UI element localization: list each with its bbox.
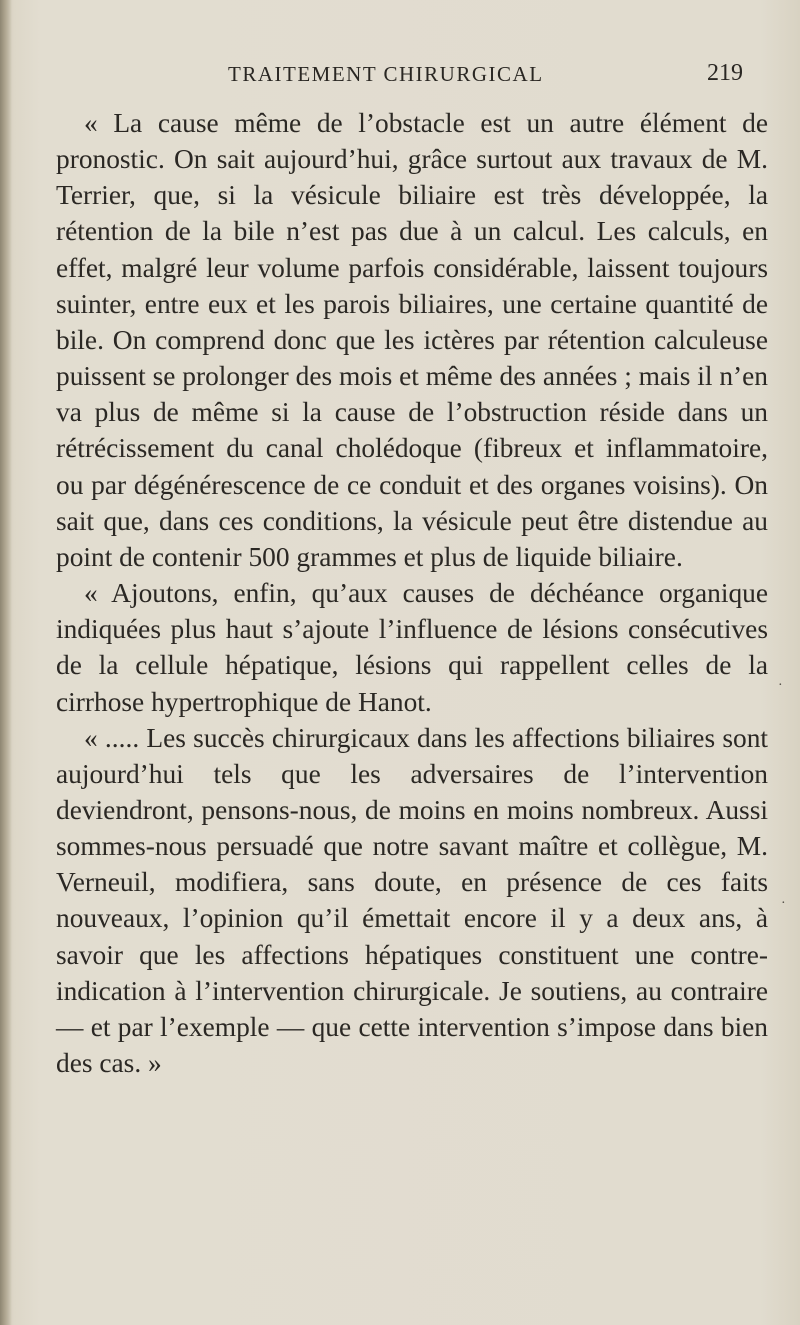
margin-speck: · [781, 896, 786, 911]
paragraph-2: « Ajoutons, enfin, qu’aux causes de déchéance organique indiquées plus haut s’ajoute l’influence de lésions consécutives de la cellule hépatique, lésions qui rappellent celles de la cirrhose hypertrophique de Hanot. [56, 578, 768, 717]
paragraph-3: « ..... Les succès chirurgicaux dans les affections biliaires sont aujourd’hui tels que les adversaires de l’intervention deviendront, pensons-nous, de moins en moins nombreux. Aussi sommes-nous persuadé que notre savant maître et collègue, M. Verneuil, modifiera, sans doute, en présence de ces faits nouveaux, l’opinion qu’il émettait encore il y a deux ans, à savoir que les affections hépatiques constituent une contre-indication à l’intervention chirurgicale. Je soutiens, au contraire — et par l’exemple — que cette intervention s’impose dans bien des cas. » [56, 722, 768, 1079]
page-header [0, 60, 800, 96]
body-text [56, 105, 768, 1081]
page-number: 219 [707, 60, 743, 86]
paragraph-1: « La cause même de l’obstacle est un autre élément de pronostic. On sait aujourd’hui, grâce surtout aux travaux de M. Terrier, que, si la vésicule biliaire est très développée, la rétention de la bile n’est pas due à un calcul. Les calculs, en effet, malgré leur volume parfois considérable, laissent toujours suinter, entre eux et les parois biliaires, une certaine quantité de bile. On comprend donc que les ictères par rétention calculeuse puissent se prolonger des mois et même des années ; mais il n’en va plus de même si la cause de l’obstruction réside dans un rétrécissement du canal cholédoque (fibreux et inflammatoire, ou par dégénérescence de ce conduit et des organes voisins). On sait que, dans ces conditions, la vésicule peut être distendue au point de contenir 500 grammes et plus de liquide biliaire. [56, 108, 768, 572]
book-spine-shadow [0, 0, 12, 1325]
running-title: TRAITEMENT CHIRURGICAL [228, 62, 544, 86]
margin-speck: · [778, 678, 783, 693]
